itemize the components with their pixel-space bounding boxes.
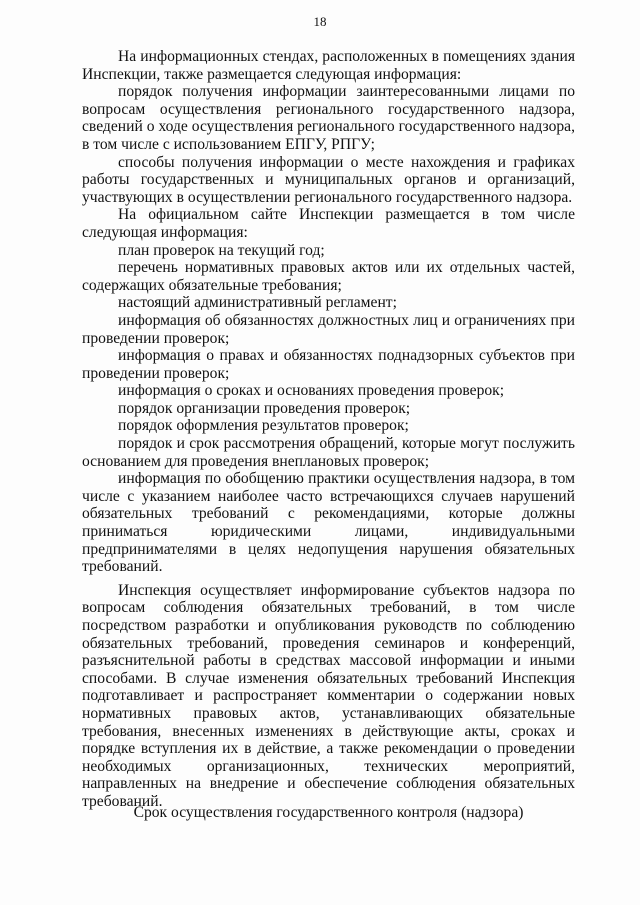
section-heading: Срок осуществления государственного контроля (надзора): [133, 804, 524, 821]
paragraph-site-intro: На официальном сайте Инспекции размещается в том числе следующая информация:: [82, 206, 575, 241]
paragraph-site-item-6: информация о сроках и основаниях проведения проверок;: [118, 382, 505, 400]
paragraph-site-item-9: порядок и срок рассмотрения обращений, которые могут послужить основанием для проведения внеплановых проверок;: [82, 435, 575, 470]
paragraph-site-item-4: информация об обязанностях должностных лиц и ограничениях при проведении проверок;: [82, 311, 575, 347]
page-number: 18: [313, 14, 327, 29]
paragraph-site-item-3: настоящий административный регламент;: [118, 294, 397, 312]
paragraph-site-item-7: порядок организации проведения проверок;: [118, 399, 411, 417]
paragraph-stands-item-2: способы получения информации о месте нахождения и графиках работы государственных и муниципальных органов и организаций, участвующих в осуществлении регионального государственного надзора.: [82, 153, 575, 206]
paragraph-stands-intro: На информационных стендах, расположенных в помещениях здания Инспекции, также размещается следующая информация:: [82, 48, 575, 83]
paragraph-site-item-5: информация о правах и обязанностях поднадзорных субъектов при проведении проверок;: [82, 347, 575, 382]
paragraph-site-item-2: перечень нормативных правовых актов или их отдельных частей, содержащих обязательные требования;: [82, 259, 575, 294]
paragraph-site-item-8: порядок оформления результатов проверок;: [118, 417, 409, 435]
paragraph-site-item-10: информация по обобщению практики осуществления надзора, в том числе с указанием наиболее часто встречающихся случаев нарушений обязательных требований с рекомендациями, которые должны приниматься юридическими лицами, индивидуальными предпринимателями в целях недопущения нарушения обязательных требований.: [82, 470, 575, 576]
paragraph-stands-item-1: порядок получения информации заинтересованными лицами по вопросам осуществления регионального государственного надзора, сведений о ходе осуществления регионального государственного надзора, в том числе с использованием ЕПГУ, РПГУ;: [82, 83, 575, 153]
paragraph-informing: Инспекция осуществляет информирование субъектов надзора по вопросам соблюдения обязательных требований, в том числе посредством разработки и опубликования руководств по соблюдению обязательных требований, проведения семинаров и конференций, разъяснительной работы в средствах массовой информации и иными способами. В случае изменения обязательных требований Инспекция подготавливает и распространяет комментарии о содержании новых нормативных правовых актов, устанавливающих обязательные требования, внесенных изменениях в действующие акты, сроках и порядке вступления их в действие, а также рекомендации о проведении необходимых организационных, технических мероприятий, направленных на внедрение и обеспечение соблюдения обязательных требований.: [82, 581, 575, 810]
paragraph-site-item-1: план проверок на текущий год;: [118, 241, 325, 259]
body-text: [82, 48, 575, 811]
